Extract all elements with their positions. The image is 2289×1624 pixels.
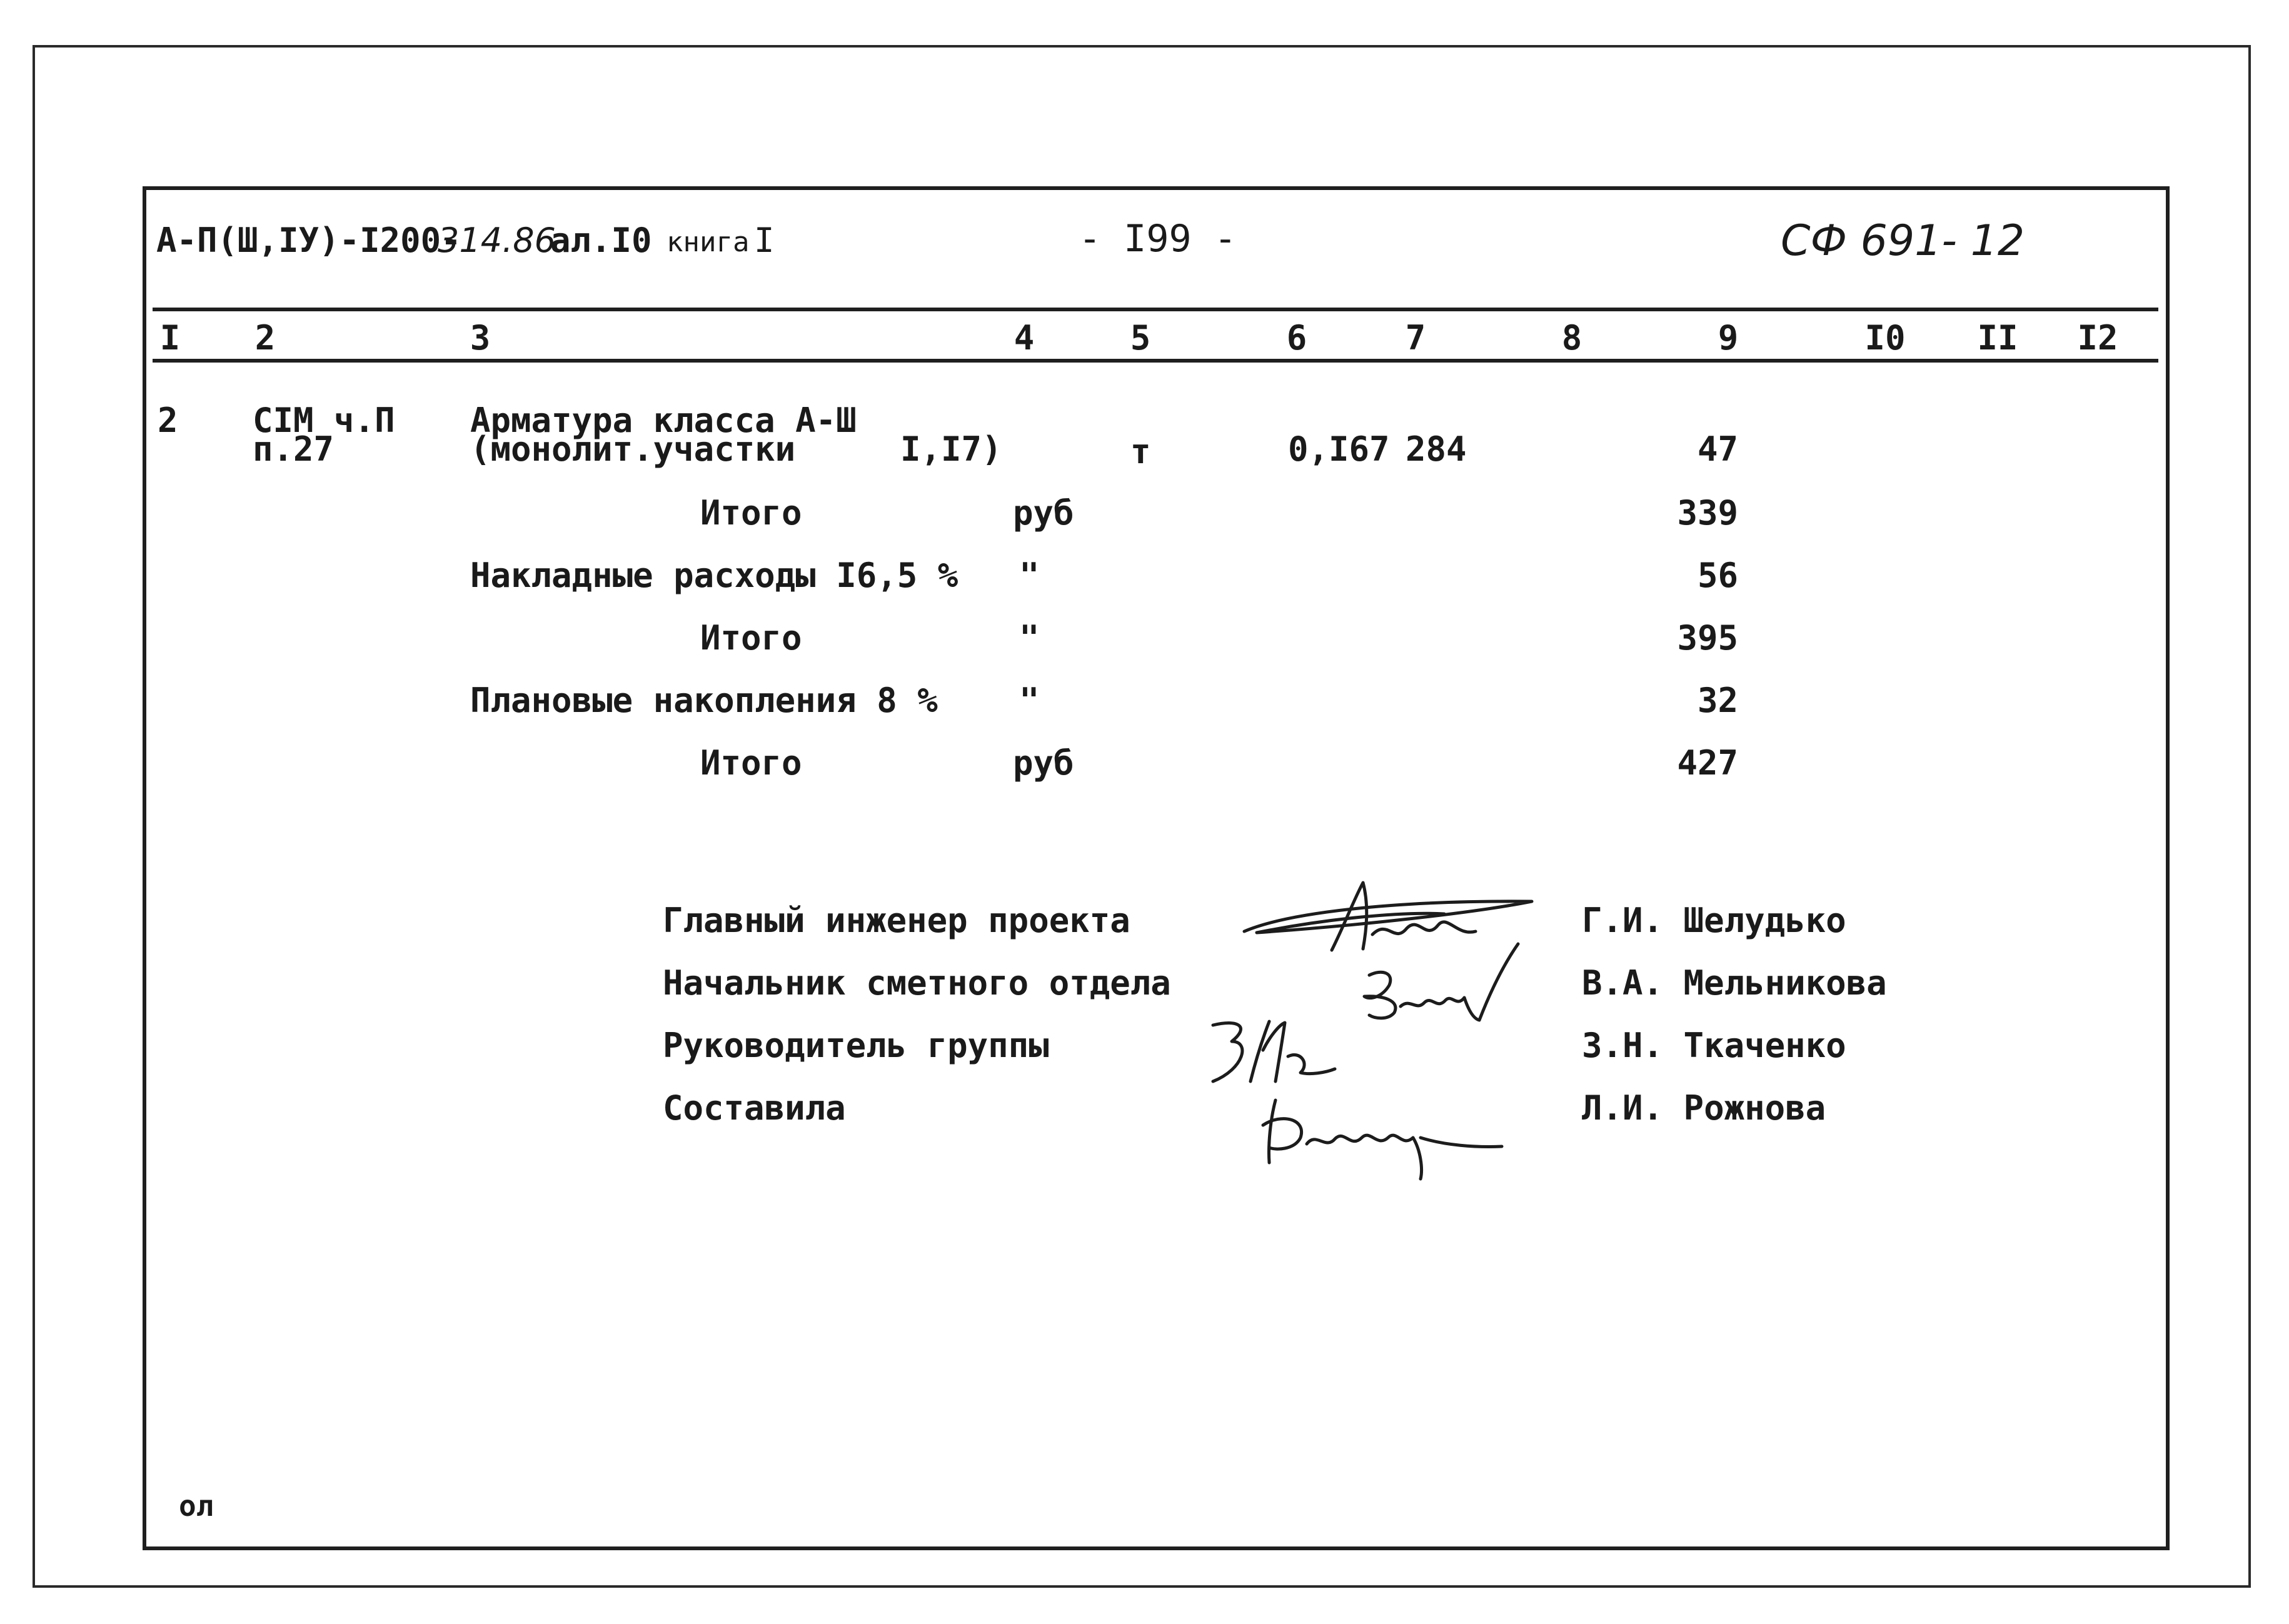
unit-cell: т [1130,432,1151,471]
summary-label: Накладные расходы I6,5 % [470,556,958,595]
summary-value: 427 [1677,743,1738,783]
quantity-cell: 0,I67 [1288,429,1390,469]
summary-unit: руб [1013,743,1074,783]
item-name-line2: (монолит.участки [470,429,796,469]
reference-line1: СIМ ч.П [253,401,395,440]
reference-line2: п.27 [253,429,335,469]
column-number: 2 [254,318,276,358]
cost-cell: 47 [1697,429,1738,469]
header-rule-bottom [153,359,2158,363]
column-number: 3 [470,318,491,358]
column-number: 9 [1718,318,1739,358]
doc-code-handwritten: 314.86 [438,221,556,260]
summary-unit: " [1019,681,1040,720]
summary-value: 339 [1677,493,1738,533]
signatory-name: Л.И. Рожнова [1582,1088,1826,1128]
album-number: ал.I0 [550,221,652,260]
summary-label: Итого [700,493,802,533]
column-number: 5 [1130,318,1151,358]
summary-label: Итого [700,743,802,783]
column-number: I2 [2077,318,2118,358]
inner-frame [143,186,2170,1550]
header-rule-top [153,308,2158,311]
stamp-code: СФ 691- 12 [1781,216,2025,266]
summary-label: Итого [700,618,802,658]
signatory-name: В.А. Мельникова [1582,963,1887,1003]
summary-value: 32 [1697,681,1738,720]
column-number: I0 [1864,318,1906,358]
signatory-role: Руководитель группы [663,1026,1049,1065]
column-number: II [1977,318,2018,358]
column-number: 8 [1561,318,1582,358]
signatory-name: Г.И. Шелудько [1582,901,1846,940]
signatory-role: Составила [663,1088,846,1128]
price-cell: 284 [1406,429,1467,469]
signatory-name: З.Н. Ткаченко [1582,1026,1846,1065]
summary-value: 56 [1697,556,1738,595]
summary-label: Плановые накопления 8 % [470,681,938,720]
signatory-role: Начальник сметного отдела [663,963,1171,1003]
book-label: книга [667,226,750,258]
handwritten-signature [1257,1088,1507,1181]
row-number: 2 [158,401,178,440]
summary-unit: " [1019,556,1040,595]
summary-unit: руб [1013,493,1074,533]
item-name-extra: I,I7) [900,429,1002,469]
column-number: 4 [1014,318,1035,358]
signatory-role: Главный инженер проекта [663,901,1130,940]
column-number: 7 [1405,318,1426,358]
summary-unit: " [1019,618,1040,658]
footer-mark: ол [179,1489,214,1523]
handwritten-signature [1357,938,1526,1031]
item-name-line1: Арматура класса А-Ш [470,401,857,440]
page-number: - I99 - [1079,217,1237,261]
column-number: 6 [1286,318,1307,358]
book-number: I [754,221,775,260]
doc-code-prefix: А-П(Ш,IУ)-I200- [156,221,461,260]
summary-value: 395 [1677,618,1738,658]
column-number: I [159,318,181,358]
